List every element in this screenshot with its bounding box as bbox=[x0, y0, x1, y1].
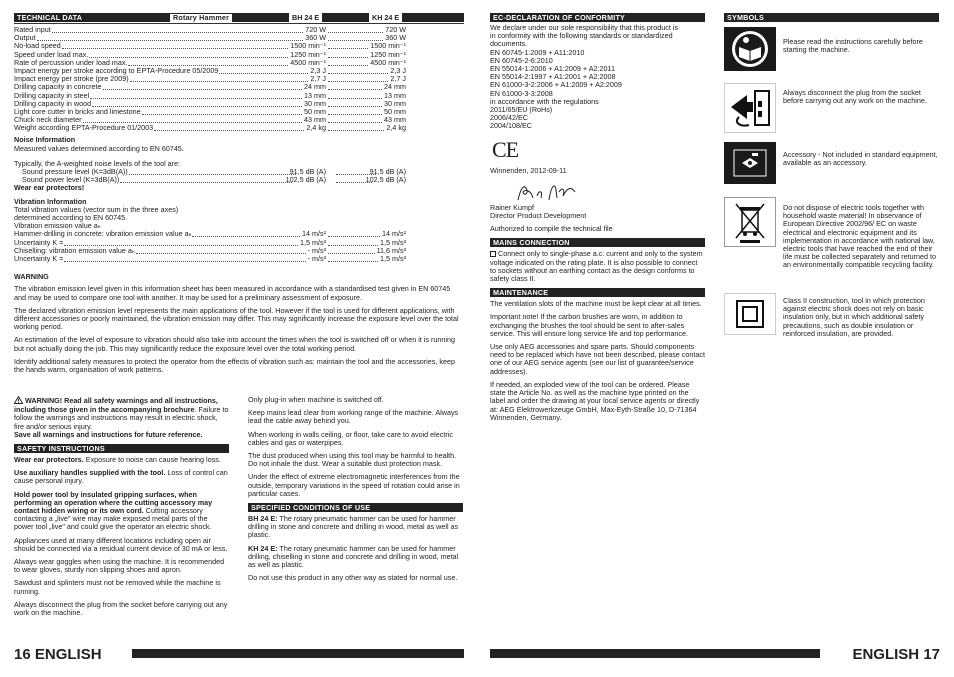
dot-leader bbox=[83, 122, 302, 123]
mid-paragraph: Only plug-in when machine is switched off. bbox=[248, 395, 384, 404]
ec-line: 2006/42/EC bbox=[490, 113, 528, 123]
row-value-2: 102,5 dB (A) bbox=[365, 176, 406, 185]
data-row bbox=[14, 67, 464, 75]
spec-item bbox=[248, 545, 463, 570]
data-row bbox=[22, 168, 464, 176]
row-label: Uncertainty K = bbox=[14, 238, 64, 247]
row-value-2: 2,4 kg bbox=[386, 124, 406, 133]
mains-connection-header: MAINS CONNECTION bbox=[490, 238, 705, 247]
vibration-text2: determined according to EN 60745. bbox=[14, 213, 128, 223]
row-value-2: 13 mm bbox=[384, 91, 406, 100]
unplug-icon bbox=[724, 83, 776, 133]
dot-leader bbox=[90, 98, 302, 99]
row-value-1: 2,4 kg bbox=[306, 124, 326, 133]
safety-item bbox=[14, 491, 229, 532]
row-value-1: 30 mm bbox=[304, 99, 326, 108]
spec-item-bold: KH 24 E: bbox=[248, 543, 278, 553]
safety-item-text: Cutting accessory contacting a „live" wire may make exposed metal parts of the power tool „live" and could give the operator an electric shock. bbox=[14, 506, 212, 532]
spec-item bbox=[248, 574, 463, 582]
row-value-2: 24 mm bbox=[384, 83, 406, 92]
row-label: Sound power level (K=3dB(A)) bbox=[22, 176, 120, 185]
dot-leader bbox=[130, 81, 308, 82]
mid-column bbox=[248, 396, 463, 587]
row-value-1: 1500 min⁻¹ bbox=[290, 42, 326, 51]
row-value-1: 4500 min⁻¹ bbox=[290, 58, 326, 67]
dot-leader bbox=[328, 114, 382, 115]
product-name: Rotary Hammer bbox=[170, 14, 232, 22]
spec-item-text: The rotary pneumatic hammer can be used for hammer drilling, chiselling in stone and concrete and drilling in wood, metal as well as plastic. bbox=[248, 543, 459, 570]
safety-item-text: Appliances used at many different locations including open air should be connected via a residual current device of 30 mA or less. bbox=[14, 535, 228, 553]
data-row bbox=[14, 239, 464, 247]
maintenance-paragraph: The ventilation slots of the machine must be kept clear at all times. bbox=[490, 299, 702, 309]
data-row bbox=[14, 83, 464, 91]
ec-line: in accordance with the regulations bbox=[490, 96, 599, 106]
ec-line: in conformity with the following standards or standardized bbox=[490, 31, 673, 41]
dot-leader bbox=[328, 57, 368, 58]
row-value-2: 720 W bbox=[385, 26, 406, 34]
dot-leader bbox=[219, 73, 308, 74]
footer-bar-left bbox=[132, 649, 464, 658]
ec-line: EN 60745-1:2009 + A11:2010 bbox=[490, 47, 585, 57]
vibration-text3: Vibration emission value aₕ bbox=[14, 221, 101, 231]
vibration-text1: Total vibration values (vector sum in the three axes) bbox=[14, 204, 179, 214]
ec-line: EN 61000-3-3:2008 bbox=[490, 88, 553, 98]
place-date: Winnenden, 2012-09-11 bbox=[490, 165, 567, 175]
dot-leader bbox=[328, 245, 378, 246]
dot-leader bbox=[328, 130, 384, 131]
dot-leader bbox=[328, 73, 388, 74]
safety-warning bbox=[14, 396, 229, 439]
data-row bbox=[14, 26, 464, 34]
ec-line: EN 61000-3-2:2006 + A1:2009 + A2:2009 bbox=[490, 80, 622, 90]
row-value-1: 2,3 J bbox=[310, 66, 326, 75]
row-value-1: 2,7 J bbox=[310, 75, 326, 84]
safety-item bbox=[14, 579, 229, 595]
dot-leader bbox=[328, 48, 368, 49]
row-label: Sound pressure level (K=3dB(A)) bbox=[22, 168, 128, 177]
ce-mark: CE bbox=[492, 136, 519, 162]
row-value-1: 360 W bbox=[305, 34, 326, 43]
dot-leader bbox=[89, 57, 288, 58]
safety-item-text: Always wear goggles when using the machine. It is recommended to wear gloves, sturdy non slipping shoes and apron. bbox=[14, 557, 225, 575]
safety-warning-bold: WARNING! Read all safety warnings and all instructions, including those given in the accompanying brochure bbox=[14, 396, 218, 415]
symbol-read-manual-text: Please read the instructions carefully before starting the machine. bbox=[783, 37, 923, 55]
row-label: Uncertainty K = bbox=[14, 255, 64, 263]
row-value-1: - m/s² bbox=[307, 246, 326, 255]
noise-text2: Typically, the A-weighted noise levels of the tool are: bbox=[14, 158, 181, 168]
dot-leader bbox=[328, 122, 382, 123]
row-value-2: 1250 min⁻¹ bbox=[370, 50, 406, 59]
symbols-header: SYMBOLS bbox=[724, 13, 939, 22]
footer-right-text bbox=[852, 646, 940, 663]
dot-leader bbox=[37, 40, 303, 41]
row-value-2: 2,3 J bbox=[390, 66, 406, 75]
safety-item-text: Exposure to noise can cause hearing loss. bbox=[83, 455, 221, 465]
row-label: Rate of percussion under load max. bbox=[14, 58, 128, 67]
safety-warning-text: . Failure to follow the warnings and instructions may result in electric shock, fire and/or serious injury. bbox=[14, 405, 229, 431]
model-col1: BH 24 E bbox=[289, 13, 322, 22]
safety-item bbox=[14, 601, 229, 617]
safety-item-bold: Wear ear protectors. bbox=[14, 455, 84, 465]
ec-declaration-header: EC-DECLARATION OF CONFORMITY bbox=[490, 13, 705, 22]
data-row bbox=[14, 75, 464, 83]
row-value-1: 1250 min⁻¹ bbox=[290, 50, 326, 59]
row-value-2: 50 mm bbox=[384, 107, 406, 116]
left-footer bbox=[14, 647, 464, 665]
row-value-1: - m/s² bbox=[307, 255, 326, 263]
mid-paragraph: Keep mains lead clear from working range of the machine. Always lead the cable away behind you. bbox=[248, 408, 459, 426]
data-row bbox=[14, 255, 464, 263]
row-value-1: 14 m/s² bbox=[302, 230, 326, 239]
weee-bin-icon bbox=[724, 197, 776, 247]
symbol-class-ii-text: Class II construction, tool in which protection against electric shock does not rely on basic insulation only, but in which additional safety precautions, such as double insulation or reinforced insulation, are provided. bbox=[783, 296, 925, 338]
ec-line: documents. bbox=[490, 39, 528, 49]
dot-leader bbox=[328, 236, 380, 237]
ec-line: EN 60745-2-6:2010 bbox=[490, 55, 553, 65]
dot-leader bbox=[136, 253, 306, 254]
safety-item-text: Sawdust and splinters must not be removed while the machine is running. bbox=[14, 578, 221, 596]
row-value-2: 2,7 J bbox=[390, 75, 406, 84]
page-number-17: 17 bbox=[923, 646, 940, 663]
spec-item-text: Do not use this product in any other way as stated for normal use. bbox=[248, 573, 458, 583]
safety-instructions-header: SAFETY INSTRUCTIONS bbox=[14, 444, 229, 453]
safety-item-bold: Use auxiliary handles supplied with the tool. bbox=[14, 468, 166, 478]
dot-leader bbox=[192, 236, 300, 237]
model-col2: KH 24 E bbox=[369, 13, 402, 22]
class-ii-icon bbox=[724, 293, 776, 335]
ec-line: 2004/108/EC bbox=[490, 121, 532, 131]
safety-items bbox=[14, 456, 229, 617]
model-columns bbox=[14, 13, 464, 22]
ec-line: 2011/65/EU (RoHs) bbox=[490, 105, 553, 115]
data-row bbox=[14, 124, 464, 132]
class-ii-small-icon bbox=[490, 251, 496, 257]
ec-line: We declare under our sole responsibility that this product is bbox=[490, 23, 679, 32]
symbol-unplug-text: Always disconnect the plug from the socket before carrying out any work on the machine. bbox=[783, 88, 927, 106]
mid-paragraph: When working in walls ceiling, or floor, take care to avoid electric cables and gas or waterpipes. bbox=[248, 429, 453, 447]
mid-paragraph: The dust produced when using this tool may be harmful to health. Do not inhale the dust. Wear a suitable dust protection mask. bbox=[248, 451, 457, 469]
row-label: Drilling capacity in steel bbox=[14, 91, 90, 100]
mains-connection-text bbox=[490, 250, 705, 283]
row-label: Speed under load max. bbox=[14, 50, 89, 59]
ec-line: EN 55014-2:1997 + A1:2001 + A2:2008 bbox=[490, 72, 616, 82]
data-row bbox=[14, 230, 464, 238]
row-value-2: 91,5 dB (A) bbox=[369, 168, 406, 177]
signer-title: Director Product Development bbox=[490, 211, 587, 221]
data-row bbox=[14, 247, 464, 255]
dot-leader bbox=[128, 65, 288, 66]
dot-leader bbox=[62, 48, 288, 49]
dot-leader bbox=[328, 261, 378, 262]
right-footer bbox=[490, 647, 940, 665]
page-label-left: ENGLISH bbox=[34, 646, 102, 663]
warning-paragraph: Identify additional safety measures to protect the operator from the effects of vibration such as: maintain the tool and the accessories, keep the hands warm, organisation of work patterns. bbox=[14, 356, 455, 375]
signer-name: Rainer Kumpf bbox=[490, 202, 534, 212]
warning-paragraph: The vibration emission level given in this information sheet has been measured in accordance with a standardised test given in EN 60745 and may be used to compare one tool with another. It may be used for a preliminary assessment of exposure. bbox=[14, 284, 451, 302]
row-value-2: 4500 min⁻¹ bbox=[370, 58, 406, 67]
row-value-2: 11,6 m/s² bbox=[376, 246, 406, 255]
read-manual-icon bbox=[724, 27, 776, 71]
technical-data-section bbox=[14, 13, 464, 379]
row-value-2: 30 mm bbox=[384, 99, 406, 108]
safety-item-bold: Hold power tool by insulated gripping surfaces, when performing an operation where the cutting accessory may contact hidden wiring or its own cord. bbox=[14, 489, 213, 516]
vibration-title: Vibration Information bbox=[14, 196, 87, 206]
row-value-2: 14 m/s² bbox=[382, 230, 406, 239]
row-label: Light core cutter in bricks and limestone bbox=[14, 107, 141, 116]
spec-items bbox=[248, 515, 463, 582]
safety-item bbox=[14, 469, 229, 485]
dot-leader bbox=[142, 114, 302, 115]
page-number-16: 16 bbox=[14, 646, 31, 663]
row-label: Weight according EPTA-Procedure 01/2003 bbox=[14, 124, 154, 133]
data-row bbox=[14, 100, 464, 108]
spec-item-text: The rotary pneumatic hammer can be used for hammer drilling in stone and concrete and drilling in wood, metal as well as plastic. bbox=[248, 514, 459, 540]
maintenance-paragraph: Important note! If the carbon brushes are worn, in addition to exchanging the brushes the tool should be sent to after-sales service. This will ensure long service life and top performance. bbox=[490, 312, 689, 338]
mains-text: Connect only to single-phase a.c. current and only to the system voltage indicated on the rating plate. It is also possible to connect to sockets without an earthing contact as the design conforms to safety class II. bbox=[490, 249, 703, 284]
row-value-1: 720 W bbox=[305, 26, 326, 34]
technical-data-title: TECHNICAL DATA bbox=[17, 13, 83, 22]
data-row bbox=[14, 108, 464, 116]
safety-column bbox=[14, 396, 229, 622]
row-label: Rated input bbox=[14, 26, 51, 34]
warning-paragraph: An estimation of the level of exposure to vibration should also take into account the times when the tool is switched off or when it is running but not actually doing the job. This may significantly reduce the exposure level over the total working period. bbox=[14, 335, 455, 353]
dot-leader bbox=[103, 89, 302, 90]
row-label: Chiselling: vibration emission value aₕ bbox=[14, 246, 135, 255]
noise-rows bbox=[14, 168, 464, 184]
row-label: Drilling capacity in wood bbox=[14, 99, 92, 108]
warning-paragraphs bbox=[14, 285, 464, 374]
row-value-1: 13 mm bbox=[304, 91, 326, 100]
ec-lines bbox=[490, 24, 705, 131]
tech-rows bbox=[14, 26, 464, 132]
maintenance-header: MAINTENANCE bbox=[490, 288, 705, 297]
safety-item-text: Always disconnect the plug from the socket before carrying out any work on the machine. bbox=[14, 599, 228, 618]
footer-left-text bbox=[14, 646, 102, 663]
dot-leader bbox=[52, 32, 303, 33]
accessory-icon bbox=[724, 142, 776, 184]
safety-item bbox=[14, 456, 229, 464]
row-value-1: 50 mm bbox=[304, 107, 326, 116]
dot-leader bbox=[328, 253, 375, 254]
dot-leader bbox=[328, 65, 368, 66]
safety-warning-save: Save all warnings and instructions for future reference. bbox=[14, 429, 203, 439]
specified-conditions-header: SPECIFIED CONDITIONS OF USE bbox=[248, 503, 463, 512]
vibration-rows bbox=[14, 230, 464, 263]
dot-leader bbox=[64, 261, 306, 262]
warning-paragraph: The declared vibration emission level represents the main applications of the tool. However if the tool is used for different applications, with different accessories or poorly maintained, the vibration emission may differ. This may significantly increase the exposure level over the total working period. bbox=[14, 305, 459, 332]
ec-line: EN 55014-1:2006 + A1:2009 + A2:2011 bbox=[490, 64, 615, 74]
maintenance-paragraph: Use only AEG accessories and spare parts. Should components need to be replaced which have not been described, please contact one of our AEG service agents (see our list of guarantee/service addresses). bbox=[490, 342, 705, 376]
row-value-2: 1,5 m/s² bbox=[380, 238, 406, 247]
row-value-2: 1,5 m/s² bbox=[380, 255, 406, 263]
ear-protect-note: Wear ear protectors! bbox=[14, 183, 85, 193]
symbol-accessory-text: Accessory - Not included in standard equipment, available as an accessory. bbox=[783, 150, 938, 168]
dot-leader bbox=[328, 32, 383, 33]
symbol-weee-text: Do not dispose of electric tools together with household waste material! In observance of European Directive 2002/96/ EC on waste electrical and electronic equipment and its implementation in accordance with national law, electric tools that have reached the end of their life must be collected separately and returned to an environmentally compatible recycling facility. bbox=[783, 203, 937, 270]
dot-leader bbox=[328, 89, 382, 90]
row-value-1: 91,5 dB (A) bbox=[289, 168, 326, 177]
data-row bbox=[14, 34, 464, 42]
dot-leader bbox=[92, 106, 302, 107]
dot-leader bbox=[328, 40, 383, 41]
right-column-1 bbox=[490, 13, 705, 427]
dot-leader bbox=[129, 174, 296, 175]
row-label: Impact energy per stroke (pre 2009) bbox=[14, 75, 129, 84]
maintenance-paragraphs bbox=[490, 300, 705, 422]
data-row bbox=[14, 51, 464, 59]
authorized-note: Authorized to compile the technical file bbox=[490, 224, 613, 234]
row-value-1: 24 mm bbox=[304, 83, 326, 92]
page-label-right: ENGLISH bbox=[852, 646, 920, 663]
dot-leader bbox=[328, 81, 388, 82]
dot-leader bbox=[328, 106, 382, 107]
warning-title: WARNING bbox=[14, 272, 49, 282]
safety-item bbox=[14, 537, 229, 553]
spec-item bbox=[248, 515, 463, 540]
row-label: Chuck neck diameter bbox=[14, 116, 82, 125]
mid-paragraph: Under the effect of extreme electromagnetic interferences from the outside, temporary variations in the speed of rotation could arise in particular cases. bbox=[248, 472, 460, 498]
row-value-1: 1,5 m/s² bbox=[300, 238, 326, 247]
maintenance-paragraph: If needed, an exploded view of the tool can be ordered. Please state the Article No. as well as the machine type printed on the label and order the drawing at your local service agents or directly at: AEG Elektrowerkzeuge GmbH, Max-Eyth-Straße 10, D-71364 Winnenden, Germany. bbox=[490, 379, 700, 422]
row-label: Hammer-drilling in concrete: vibration emission value aₕ bbox=[14, 230, 192, 239]
data-row bbox=[14, 92, 464, 100]
row-label: Drilling capacity in concrete bbox=[14, 83, 102, 92]
dot-leader bbox=[64, 245, 298, 246]
symbols-column bbox=[724, 13, 939, 22]
row-value-2: 1500 min⁻¹ bbox=[370, 42, 406, 51]
noise-title: Noise Information bbox=[14, 135, 76, 145]
data-row bbox=[14, 59, 464, 67]
spec-item-bold: BH 24 E: bbox=[248, 514, 278, 524]
row-value-2: 43 mm bbox=[384, 116, 406, 125]
row-value-1: 43 mm bbox=[304, 116, 326, 125]
noise-text: Measured values determined according to EN 60745. bbox=[14, 143, 184, 153]
safety-item-text: Loss of control can cause personal injury. bbox=[14, 468, 228, 486]
safety-item bbox=[14, 558, 229, 574]
row-label: Output bbox=[14, 34, 36, 43]
data-row bbox=[22, 176, 464, 184]
dot-leader bbox=[154, 130, 304, 131]
row-value-1: 102,5 dB (A) bbox=[285, 176, 326, 185]
dot-leader bbox=[328, 98, 382, 99]
mid-paragraphs bbox=[248, 396, 463, 498]
row-label: No-load speed bbox=[14, 42, 61, 51]
dot-leader bbox=[120, 182, 292, 183]
data-row bbox=[14, 42, 464, 50]
row-value-2: 360 W bbox=[385, 34, 406, 43]
footer-bar-right bbox=[490, 649, 820, 658]
data-row bbox=[14, 116, 464, 124]
row-label: Impact energy per stroke according to EPTA-Procedure 05/2009 bbox=[14, 66, 219, 75]
signature bbox=[515, 180, 705, 204]
